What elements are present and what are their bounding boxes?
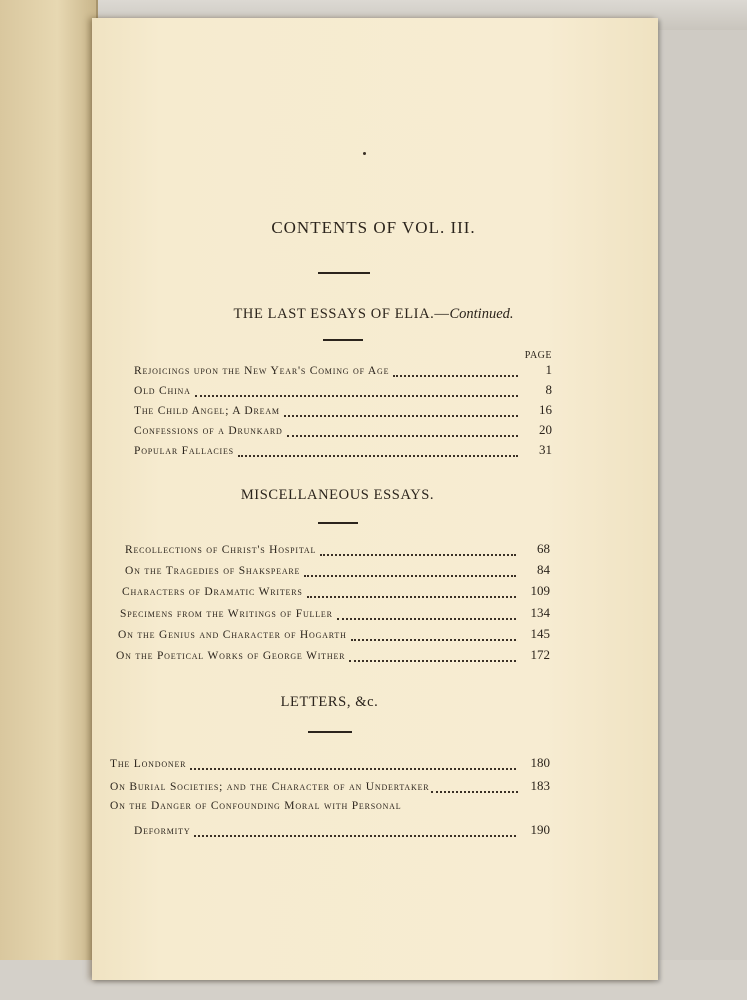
toc-entry-title: On the Tragedies of Shakspeare xyxy=(125,565,301,577)
toc-entry-page: 1 xyxy=(545,362,552,377)
ink-speck xyxy=(363,152,366,155)
section-rule xyxy=(323,339,363,341)
heading-rule xyxy=(318,272,370,274)
toc-entry-page: 8 xyxy=(545,382,552,397)
toc-entry-title-line1: On the Danger of Confounding Moral with Personal xyxy=(110,800,402,812)
toc-entry-page: 183 xyxy=(530,778,550,793)
toc-entry-title: Popular Fallacies xyxy=(134,445,234,457)
leader-dots xyxy=(307,587,516,598)
toc-entry-title-cont: Deformity xyxy=(134,825,191,837)
toc-entry-title: On the Genius and Character of Hogarth xyxy=(118,629,347,641)
toc-entry-title: The Londoner xyxy=(110,758,187,770)
section-title-last-essays xyxy=(0,306,747,323)
toc-entry xyxy=(110,755,550,773)
toc-entry-title: On Burial Societies; and the Character of an Undertaker xyxy=(110,781,430,793)
toc-entry-title: Characters of Dramatic Writers xyxy=(122,586,303,598)
toc-entry-page: 84 xyxy=(537,562,550,577)
section-rule xyxy=(308,731,352,733)
toc-entry-title: Old China xyxy=(134,385,191,397)
toc-entry-title: Confessions of a Drunkard xyxy=(134,425,283,437)
toc-entry xyxy=(134,402,552,420)
leader-dots xyxy=(190,759,516,770)
toc-entry-page: 190 xyxy=(530,822,550,837)
toc-entry-page: 68 xyxy=(537,541,550,556)
toc-entry-title: Specimens from the Writings of Fuller xyxy=(120,608,333,620)
leader-dots xyxy=(287,426,518,437)
leader-dots xyxy=(320,545,516,556)
toc-entry xyxy=(122,583,550,601)
toc-entry-title: Rejoicings upon the New Year's Coming of Age xyxy=(134,365,390,377)
section-title-continued: Continued. xyxy=(449,306,514,322)
leader-dots xyxy=(393,366,518,377)
leader-dots xyxy=(337,609,516,620)
leader-dots xyxy=(194,826,516,837)
toc-entry xyxy=(118,626,550,644)
toc-entry xyxy=(134,822,550,840)
toc-entry xyxy=(116,647,550,665)
section-title-miscellaneous: MISCELLANEOUS ESSAYS. xyxy=(240,487,435,503)
toc-entry-page: 145 xyxy=(530,626,550,641)
section-rule xyxy=(318,522,358,524)
toc-entry-page: 180 xyxy=(530,755,550,770)
leader-dots xyxy=(351,630,516,641)
toc-entry-page: 109 xyxy=(530,583,550,598)
toc-entry-page: 134 xyxy=(530,605,550,620)
toc-entry xyxy=(120,605,550,623)
leader-dots xyxy=(349,651,516,662)
leader-dots xyxy=(284,406,518,417)
toc-entry-page: 16 xyxy=(539,402,552,417)
leader-dots xyxy=(431,782,518,793)
toc-entry xyxy=(134,362,552,380)
leader-dots xyxy=(238,446,518,457)
toc-entry-title: Recollections of Christ's Hospital xyxy=(125,544,317,556)
leader-dots xyxy=(304,566,516,577)
section-title-text: THE LAST ESSAYS OF ELIA.— xyxy=(233,306,450,322)
toc-entry-page: 31 xyxy=(539,442,552,457)
toc-entry-title: The Child Angel; A Dream xyxy=(134,405,280,417)
toc-entry xyxy=(134,442,552,460)
leader-dots xyxy=(195,386,518,397)
toc-entry xyxy=(125,541,550,559)
page-column-label: PAGE xyxy=(524,350,552,361)
toc-entry-title: On the Poetical Works of George Wither xyxy=(116,650,346,662)
section-title-letters: LETTERS, &c. xyxy=(280,694,379,710)
toc-entry xyxy=(134,422,552,440)
toc-entry xyxy=(134,382,552,400)
contents-heading: CONTENTS OF VOL. III. xyxy=(271,218,476,237)
toc-entry xyxy=(125,562,550,580)
toc-entry-page: 20 xyxy=(539,422,552,437)
toc-entry-page: 172 xyxy=(530,647,550,662)
toc-entry xyxy=(110,778,550,796)
